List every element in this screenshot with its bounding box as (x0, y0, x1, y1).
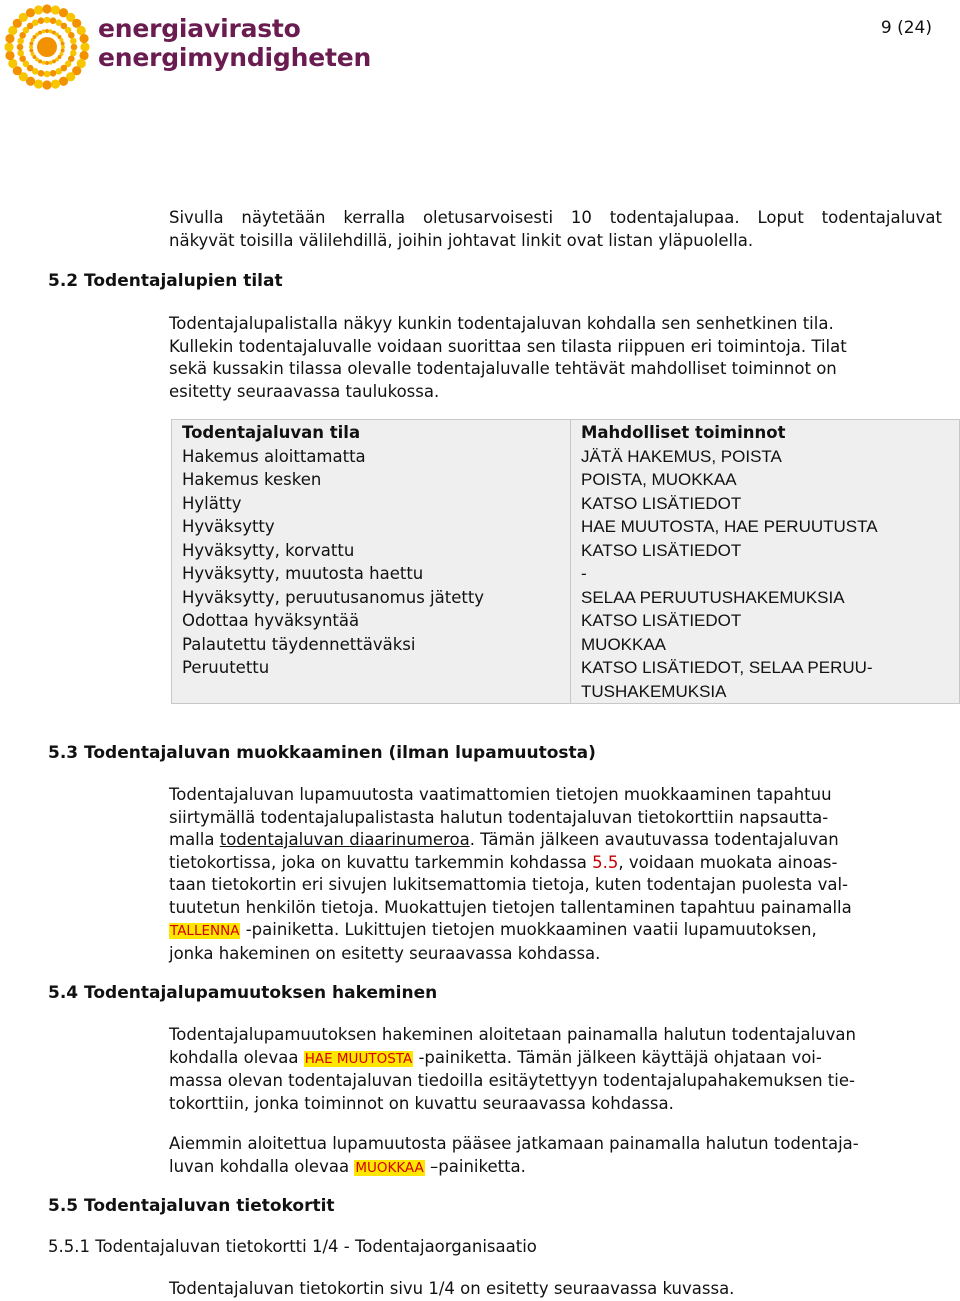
paragraph-line: massa olevan todentajaluvan tiedoilla esitäytettyyn todentajalupahakemuksen tie- (169, 1071, 855, 1090)
actions-cell: - (581, 564, 587, 583)
actions-cell: POISTA, MUOKKAA (581, 470, 737, 489)
paragraph-line: tokorttiin, jonka toiminnot on kuvattu seuraavassa kohdassa. (169, 1093, 674, 1113)
paragraph-line (169, 1047, 942, 1071)
section-heading-5-2: 5.2 Todentajalupien tilat (48, 271, 283, 291)
table-row (172, 633, 960, 657)
page-number: 9 (24) (880, 18, 932, 38)
section-5-2-paragraph (169, 313, 942, 403)
paragraph-line (169, 852, 942, 875)
actions-cell: KATSO LISÄTIEDOT (581, 611, 742, 630)
intro-paragraph (169, 207, 942, 252)
actions-cell: KATSO LISÄTIEDOT (581, 540, 742, 560)
paragraph-line: Kullekin todentajaluvalle voidaan suorittaa sen tilasta riippuen eri toimintoja. Tilat (169, 336, 847, 356)
paragraph-line: Todentajalupalistalla näkyy kunkin todentajaluvan kohdalla sen senhetkinen tila. (169, 314, 834, 333)
paragraph-line: Todentajalupamuutoksen hakeminen aloitetaan painamalla halutun todentajaluvan (169, 1025, 856, 1044)
section-heading-5-3: 5.3 Todentajaluvan muokkaaminen (ilman lupamuutosta) (48, 743, 596, 763)
section-5-5-1-paragraph (169, 1278, 942, 1301)
section-5-3-paragraph (169, 784, 942, 965)
actions-cell: HAE MUUTOSTA, HAE PERUUTUSTA (581, 517, 878, 536)
paragraph-line (169, 1156, 942, 1180)
energiavirasto-logo-icon (4, 4, 90, 90)
table-row (172, 609, 960, 633)
table-row (172, 562, 960, 586)
paragraph-line (169, 829, 942, 852)
paragraph-line: jonka hakeminen on esitetty seuraavassa kohdassa. (169, 943, 601, 963)
text: -painiketta. Tämän jälkeen käyttäjä ohjataan voi- (413, 1047, 822, 1067)
table-row (172, 515, 960, 539)
section-heading-5-5: 5.5 Todentajaluvan tietokortit (48, 1196, 335, 1216)
paragraph-line (169, 919, 942, 943)
table-row (172, 586, 960, 610)
paragraph-line: esitetty seuraavassa taulukossa. (169, 381, 440, 401)
brand-name-finnish: energiavirasto (98, 14, 301, 43)
paragraph-line: Aiemmin aloitettua lupamuutosta pääsee jatkamaan painamalla halutun todentaja- (169, 1134, 859, 1153)
table-row (172, 539, 960, 563)
text: , voidaan muokata ainoas- (618, 852, 838, 872)
state-cell: Hakemus aloittamatta (172, 445, 571, 469)
paragraph-line: Todentajaluvan lupamuutosta vaatimattomien tietojen muokkaaminen tapahtuu (169, 785, 832, 804)
brand-name-swedish: energimyndigheten (98, 43, 372, 72)
text: malla (169, 830, 220, 849)
save-button-label: TALLENNA (170, 923, 240, 939)
state-cell: Hyväksytty, korvattu (172, 539, 571, 563)
table-row (172, 656, 960, 704)
section-subheading-5-5-1: 5.5.1 Todentajaluvan tietokortti 1/4 - Todentajaorganisaatio (48, 1237, 537, 1256)
paragraph-line: taan tietokortin eri sivujen lukitsemattomia tietoja, kuten todentajan puolesta val- (169, 875, 849, 894)
column-header-state: Todentajaluvan tila (172, 420, 571, 445)
paragraph-line: tuutetun henkilön tietoja. Muokattujen tietojen tallentaminen tapahtuu painamalla (169, 897, 852, 917)
text: –painiketta. (424, 1156, 526, 1176)
text: -painiketta. Lukittujen tietojen muokkaaminen vaatii lupamuutoksen, (240, 920, 817, 939)
actions-cell: KATSO LISÄTIEDOT, SELAA PERUU- TUSHAKEMUKSIA (581, 658, 873, 701)
paragraph-line: Todentajaluvan tietokortin sivu 1/4 on esitetty seuraavassa kuvassa. (169, 1279, 735, 1298)
intro-line: näkyvät toisilla välilehdillä, joihin johtavat linkit ovat listan yläpuolella. (169, 230, 754, 250)
text: tietokortissa, joka on kuvattu tarkemmin kohdassa (169, 852, 593, 872)
actions-cell: KATSO LISÄTIEDOT (581, 493, 742, 513)
state-cell: Hyväksytty, peruutusanomus jätetty (172, 586, 571, 610)
actions-cell: SELAA PERUUTUSHAKEMUKSIA (581, 587, 845, 607)
state-cell: Hylätty (172, 492, 571, 516)
section-heading-5-4: 5.4 Todentajalupamuutoksen hakeminen (48, 983, 438, 1003)
actions-cell: JÄTÄ HAKEMUS, POISTA (581, 446, 782, 466)
diary-number-link[interactable]: todentajaluvan diaarinumeroa (219, 830, 470, 849)
text: luvan kohdalla olevaa (169, 1156, 355, 1176)
state-cell: Peruutettu (172, 656, 571, 704)
state-cell: Hyväksytty (172, 515, 571, 539)
section-5-4-paragraph-2 (169, 1133, 942, 1179)
table-row (172, 445, 960, 469)
column-header-actions: Mahdolliset toiminnot (581, 423, 786, 442)
table-row (172, 492, 960, 516)
section-reference-link[interactable]: 5.5 (592, 852, 619, 872)
edit-button-label: MUOKKAA (355, 1159, 424, 1176)
table-row (172, 468, 960, 492)
actions-cell: MUOKKAA (581, 634, 667, 654)
section-5-4-paragraph-1 (169, 1024, 942, 1115)
state-cell: Palautettu täydennettäväksi (172, 633, 571, 657)
state-cell: Odottaa hyväksyntää (172, 609, 571, 633)
paragraph-line: sekä kussakin tilassa olevalle todentajaluvalle tehtävät mahdolliset toiminnot on (169, 359, 837, 378)
intro-line: Sivulla näytetään kerralla oletusarvoisesti 10 todentajalupaa. Loput todentajaluvat (169, 208, 942, 227)
state-cell: Hyväksytty, muutosta haettu (172, 562, 571, 586)
text: kohdalla olevaa (169, 1047, 304, 1067)
paragraph-line: siirtymällä todentajalupalistasta halutun todentajaluvan tietokorttiin napsautta- (169, 807, 829, 827)
state-cell: Hakemus kesken (172, 468, 571, 492)
request-change-button-label: HAE MUUTOSTA (304, 1050, 413, 1067)
table-header-row (172, 420, 960, 445)
text: . Tämän jälkeen avautuvassa todentajaluvan (469, 830, 839, 849)
license-states-table (171, 419, 960, 704)
